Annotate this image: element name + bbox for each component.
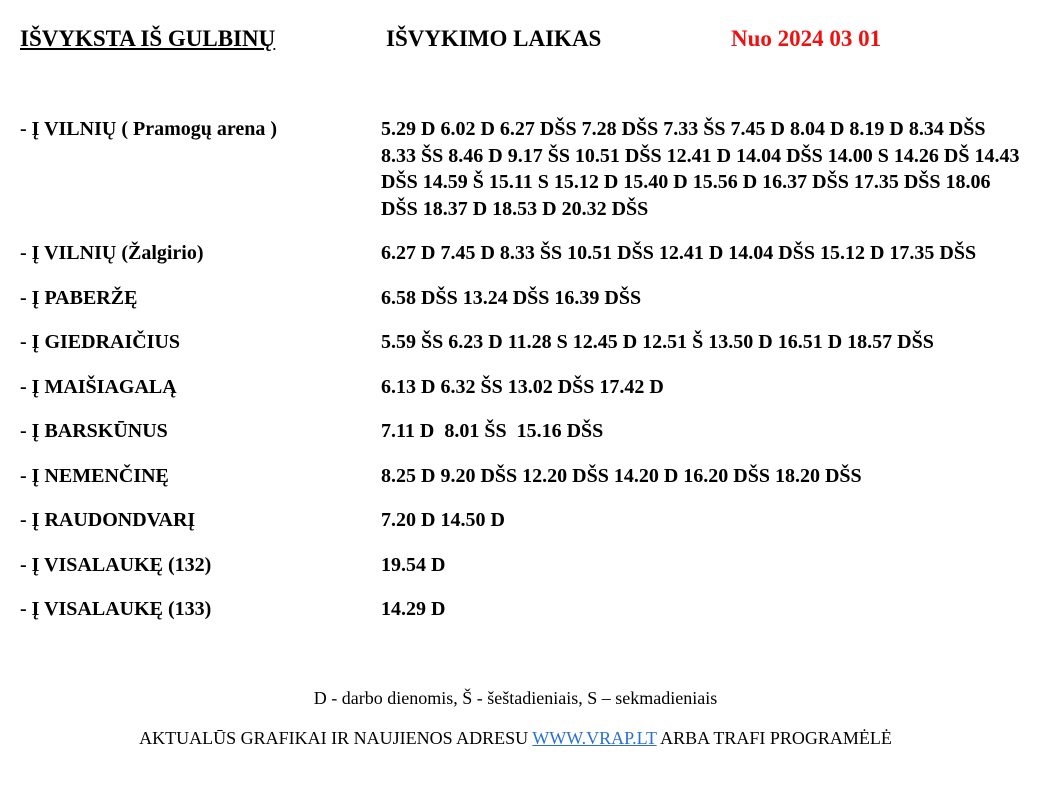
footer-text-before: AKTUALŪS GRAFIKAI IR NAUJIENOS ADRESU bbox=[139, 728, 533, 748]
route-destination: - Į RAUDONDVARĮ bbox=[20, 509, 196, 531]
route-destination: - Į MAIŠIAGALĄ bbox=[20, 375, 177, 398]
valid-from-date: Nuo 2024 03 01 bbox=[731, 26, 882, 51]
route-times: 7.11 D 8.01 ŠS 15.16 DŠS bbox=[381, 420, 604, 442]
route-destination: - Į VISALAUKĘ (132) bbox=[20, 553, 212, 576]
route-row-raudondvaris bbox=[0, 507, 1041, 534]
route-destination: - Į NEMENČINĘ bbox=[20, 464, 169, 487]
route-destination: - Į BARSKŪNUS bbox=[20, 420, 168, 442]
header bbox=[0, 26, 1041, 56]
route-row-paberze bbox=[0, 285, 1041, 312]
page-title: IŠVYKSTA IŠ GULBINŲ bbox=[20, 26, 276, 51]
route-row-visalauke-132 bbox=[0, 552, 1041, 579]
routes-list bbox=[0, 116, 1041, 641]
route-destination: - Į VISALAUKĘ (133) bbox=[20, 598, 212, 620]
route-times: 7.20 D 14.50 D bbox=[381, 509, 505, 531]
route-row-barskunai bbox=[0, 418, 1041, 445]
route-destination: - Į VILNIŲ (Žalgirio) bbox=[20, 242, 204, 264]
route-row-vilnius-pramogu-arena bbox=[0, 116, 1041, 222]
footer-text-after: ARBA TRAFI PROGRAMĖLĖ bbox=[656, 728, 892, 748]
route-row-nemencine bbox=[0, 463, 1041, 490]
route-times: 5.29 D 6.02 D 6.27 DŠS 7.28 DŠS 7.33 ŠS 7.45 D 8.04 D 8.19 D 8.34 DŠS 8.33 ŠS 8.46 D 9.17 ŠS 10.51 DŠS 12.41 D 14.04 DŠS 14.00 S 14.26 DŠ 14.43 DŠS 14.59 Š 15.11 S 15.12 D 15.40 D 15.56 D 16.37 DŠS 17.35 DŠS 18.06 DŠS 18.37 D 18.53 D 20.32 DŠS bbox=[381, 118, 1020, 220]
route-row-vilnius-zalgirio bbox=[0, 240, 1041, 267]
route-destination: - Į PABERŽĘ bbox=[20, 286, 138, 309]
route-destination: - Į GIEDRAIČIUS bbox=[20, 331, 181, 353]
route-times: 14.29 D bbox=[381, 598, 446, 620]
route-times: 19.54 D bbox=[381, 553, 446, 576]
legend: D - darbo dienomis, Š - šeštadieniais, S – sekmadieniais bbox=[313, 688, 718, 708]
route-times: 6.13 D 6.32 ŠS 13.02 DŠS 17.42 D bbox=[381, 375, 664, 398]
route-row-maisiagala bbox=[0, 374, 1041, 401]
route-row-giedraiciai bbox=[0, 329, 1041, 356]
departure-time-heading: IŠVYKIMO LAIKAS bbox=[386, 26, 602, 51]
route-destination: - Į VILNIŲ ( Pramogų arena ) bbox=[20, 118, 278, 140]
route-times: 6.58 DŠS 13.24 DŠS 16.39 DŠS bbox=[381, 286, 642, 309]
route-times: 5.59 ŠS 6.23 D 11.28 S 12.45 D 12.51 Š 13.50 D 16.51 D 18.57 DŠS bbox=[381, 331, 934, 353]
route-row-visalauke-133 bbox=[0, 596, 1041, 623]
website-link[interactable]: WWW.VRAP.LT bbox=[532, 728, 657, 748]
route-times: 6.27 D 7.45 D 8.33 ŠS 10.51 DŠS 12.41 D 14.04 DŠS 15.12 D 17.35 DŠS bbox=[381, 242, 977, 264]
route-times: 8.25 D 9.20 DŠS 12.20 DŠS 14.20 D 16.20 DŠS 18.20 DŠS bbox=[381, 464, 862, 487]
footer-note bbox=[0, 728, 1041, 749]
